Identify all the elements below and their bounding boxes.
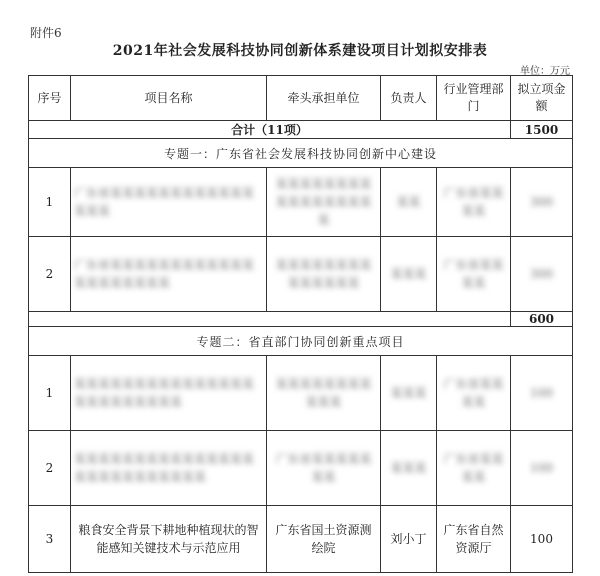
row-person xyxy=(381,356,437,431)
row-amount xyxy=(511,356,573,431)
row-no: 1 xyxy=(29,356,71,431)
section2-title: 专题二：省直部门协同创新重点项目 xyxy=(29,327,573,356)
total-label: 合计（11项） xyxy=(29,121,511,139)
row-unit: 广东省国土资源测绘院 xyxy=(267,506,381,573)
redacted-text: 100 xyxy=(530,386,553,400)
redacted-text: 广东省某某某某 xyxy=(443,377,504,409)
row-person xyxy=(381,431,437,506)
redacted-text: 广东省某某某某某某某某某某某某某某某某某某某某 xyxy=(74,258,255,290)
redacted-text: 广东省某某某某 xyxy=(443,452,504,484)
subtotal-label xyxy=(29,312,511,327)
row-amount xyxy=(511,237,573,312)
redacted-text: 广东省某某某某某某某 xyxy=(275,452,372,484)
redacted-text: 某某某 xyxy=(390,267,427,281)
column-header-unit: 牵头承担单位 xyxy=(267,76,381,121)
row-project-name: 粮食安全背景下耕地种植现状的智能感知关键技术与示范应用 xyxy=(71,506,267,573)
column-header-amount: 拟立项金额 xyxy=(511,76,573,121)
redacted-text: 某某某某某某某某某某某某某某某某某 xyxy=(275,177,372,227)
row-project-name xyxy=(71,168,267,237)
column-header-name: 项目名称 xyxy=(71,76,267,121)
redacted-text: 某某某某某某某某某某某某某某 xyxy=(275,258,372,290)
row-dept: 广东省自然资源厅 xyxy=(437,506,511,573)
row-project-name xyxy=(71,237,267,312)
table-row xyxy=(29,168,573,237)
row-project-name xyxy=(71,431,267,506)
row-project-name xyxy=(71,356,267,431)
redacted-text: 广东省某某某某某某某某某某某某某某某 xyxy=(74,186,255,218)
row-unit xyxy=(267,431,381,506)
document-title: 2021年社会发展科技协同创新体系建设项目计划拟安排表 xyxy=(112,43,488,59)
redacted-text: 广东省某某某某 xyxy=(443,186,504,218)
total-row xyxy=(29,121,573,139)
total-amount: 1500 xyxy=(511,121,573,139)
row-unit xyxy=(267,356,381,431)
row-unit xyxy=(267,168,381,237)
project-table xyxy=(28,75,573,573)
table-row xyxy=(29,237,573,312)
row-dept xyxy=(437,237,511,312)
redacted-text: 广东省某某某某 xyxy=(443,258,504,290)
row-person xyxy=(381,168,437,237)
row-no: 3 xyxy=(29,506,71,573)
row-amount xyxy=(511,168,573,237)
redacted-text: 某某 xyxy=(396,195,421,209)
row-dept xyxy=(437,168,511,237)
row-no: 1 xyxy=(29,168,71,237)
redacted-text: 某某某 xyxy=(390,386,427,400)
row-person: 刘小丁 xyxy=(381,506,437,573)
row-no: 2 xyxy=(29,237,71,312)
section-header-row xyxy=(29,327,573,356)
redacted-text: 某某某某某某某某某某某某某某某某某某某某某某某某 xyxy=(74,377,255,409)
row-dept xyxy=(437,431,511,506)
redacted-text: 100 xyxy=(530,461,553,475)
attachment-label: 附件6 xyxy=(30,26,62,40)
table-row xyxy=(29,506,573,573)
row-person xyxy=(381,237,437,312)
subtotal-amount: 600 xyxy=(511,312,573,327)
column-header-person: 负责人 xyxy=(381,76,437,121)
unit-label: 单位：万元 xyxy=(520,66,570,77)
redacted-text: 300 xyxy=(530,267,553,281)
redacted-text: 某某某 xyxy=(390,461,427,475)
row-no: 2 xyxy=(29,431,71,506)
column-header-no: 序号 xyxy=(29,76,71,121)
row-dept xyxy=(437,356,511,431)
section1-title: 专题一：广东省社会发展科技协同创新中心建设 xyxy=(29,139,573,168)
redacted-text: 某某某某某某某某某某某某某某某某某某某某某某某某某某 xyxy=(74,452,255,484)
row-unit xyxy=(267,237,381,312)
section-header-row xyxy=(29,139,573,168)
row-amount xyxy=(511,431,573,506)
redacted-text: 某某某某某某某某某某某 xyxy=(275,377,372,409)
subtotal-row xyxy=(29,312,573,327)
redacted-text: 300 xyxy=(530,195,553,209)
table-row xyxy=(29,431,573,506)
table-header-row xyxy=(29,76,573,121)
table-row xyxy=(29,356,573,431)
row-amount: 100 xyxy=(511,506,573,573)
column-header-dept: 行业管理部门 xyxy=(437,76,511,121)
